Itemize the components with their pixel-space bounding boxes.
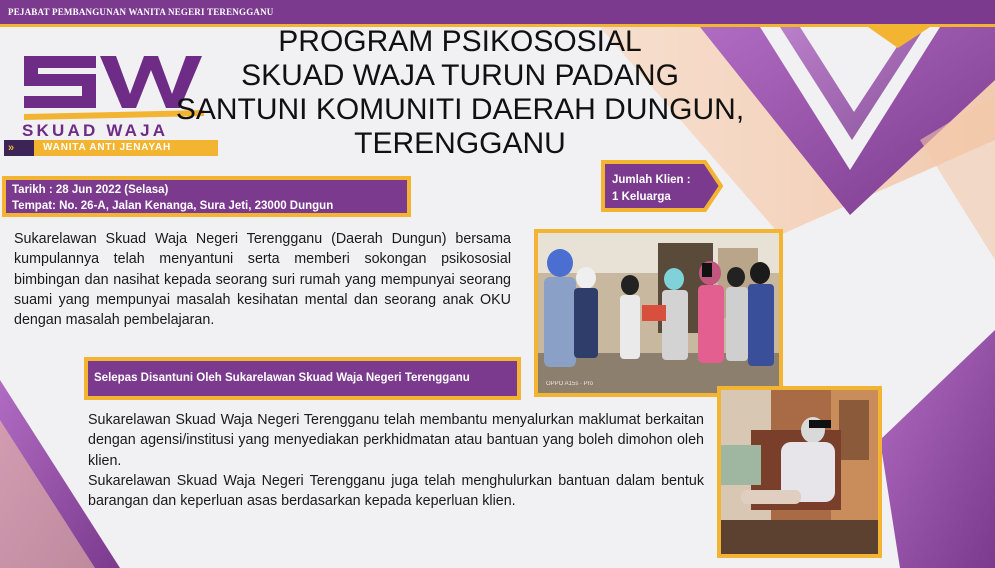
client-label: Jumlah Klien : xyxy=(612,174,691,186)
group-photo xyxy=(534,229,783,397)
group-photo-image xyxy=(538,233,779,393)
title-line-2: SKUAD WAJA TURUN PADANG xyxy=(241,59,679,92)
title-line-1: PROGRAM PSIKOSOSIAL xyxy=(278,25,642,58)
page-title xyxy=(130,25,790,161)
event-place: Tempat: No. 26-A, Jalan Kenanga, Sura Jeti, 23000 Dungun xyxy=(12,200,334,212)
client-home-photo xyxy=(717,386,882,558)
title-line-4: TERENGGANU xyxy=(354,127,566,160)
logo-letter-s xyxy=(24,56,96,108)
section-heading: Selepas Disantuni Oleh Sukarelawan Skuad Waja Negeri Terengganu xyxy=(84,357,521,400)
followup-paragraph-2: Sukarelawan Skuad Waja Negeri Terengganu juga telah menghulurkan bantuan dalam bentuk barangan dan keperluan asas berdasarkan kepada keperluan klien. xyxy=(88,472,704,510)
logo-arrows-icon: » xyxy=(4,140,34,156)
client-home-photo-image xyxy=(721,390,878,554)
client-value: 1 Keluarga xyxy=(612,191,671,203)
deco-bottom-right-purple xyxy=(880,330,995,568)
header-bar xyxy=(0,0,995,24)
event-info-box xyxy=(2,176,411,217)
logo-name: SKUAD WAJA xyxy=(22,121,169,140)
title-line-3: SANTUNI KOMUNITI DAERAH DUNGUN, xyxy=(175,93,745,126)
followup-text xyxy=(88,410,704,511)
photo-watermark: OPPO A15s · Pro xyxy=(546,381,594,387)
client-count-box xyxy=(601,160,723,212)
intro-paragraph: Sukarelawan Skuad Waja Negeri Terengganu (Daerah Dungun) bersama kumpulannya telah menyantuni serta memberi sokongan psikososial bimbingan dan nasihat kepada seorang suri rumah yang mempunyai seorang suami yang mempunyai masalah kesihatan mental dan seorang anak OKU dengan masalah pembelajaran. xyxy=(14,231,511,329)
followup-paragraph-1: Sukarelawan Skuad Waja Negeri Terengganu telah membantu menyalurkan maklumat berkaitan dengan agensi/institusi yang menyediakan perkhidmatan atau bantuan yang boleh dimohon oleh klien. xyxy=(88,412,704,469)
event-date: Tarikh : 28 Jun 2022 (Selasa) xyxy=(12,184,169,196)
logo-tagline: WANITA ANTI JENAYAH xyxy=(34,140,218,156)
client-count-text xyxy=(612,172,691,206)
header-org-name: PEJABAT PEMBANGUNAN WANITA NEGERI TERENGGANU xyxy=(8,7,274,17)
